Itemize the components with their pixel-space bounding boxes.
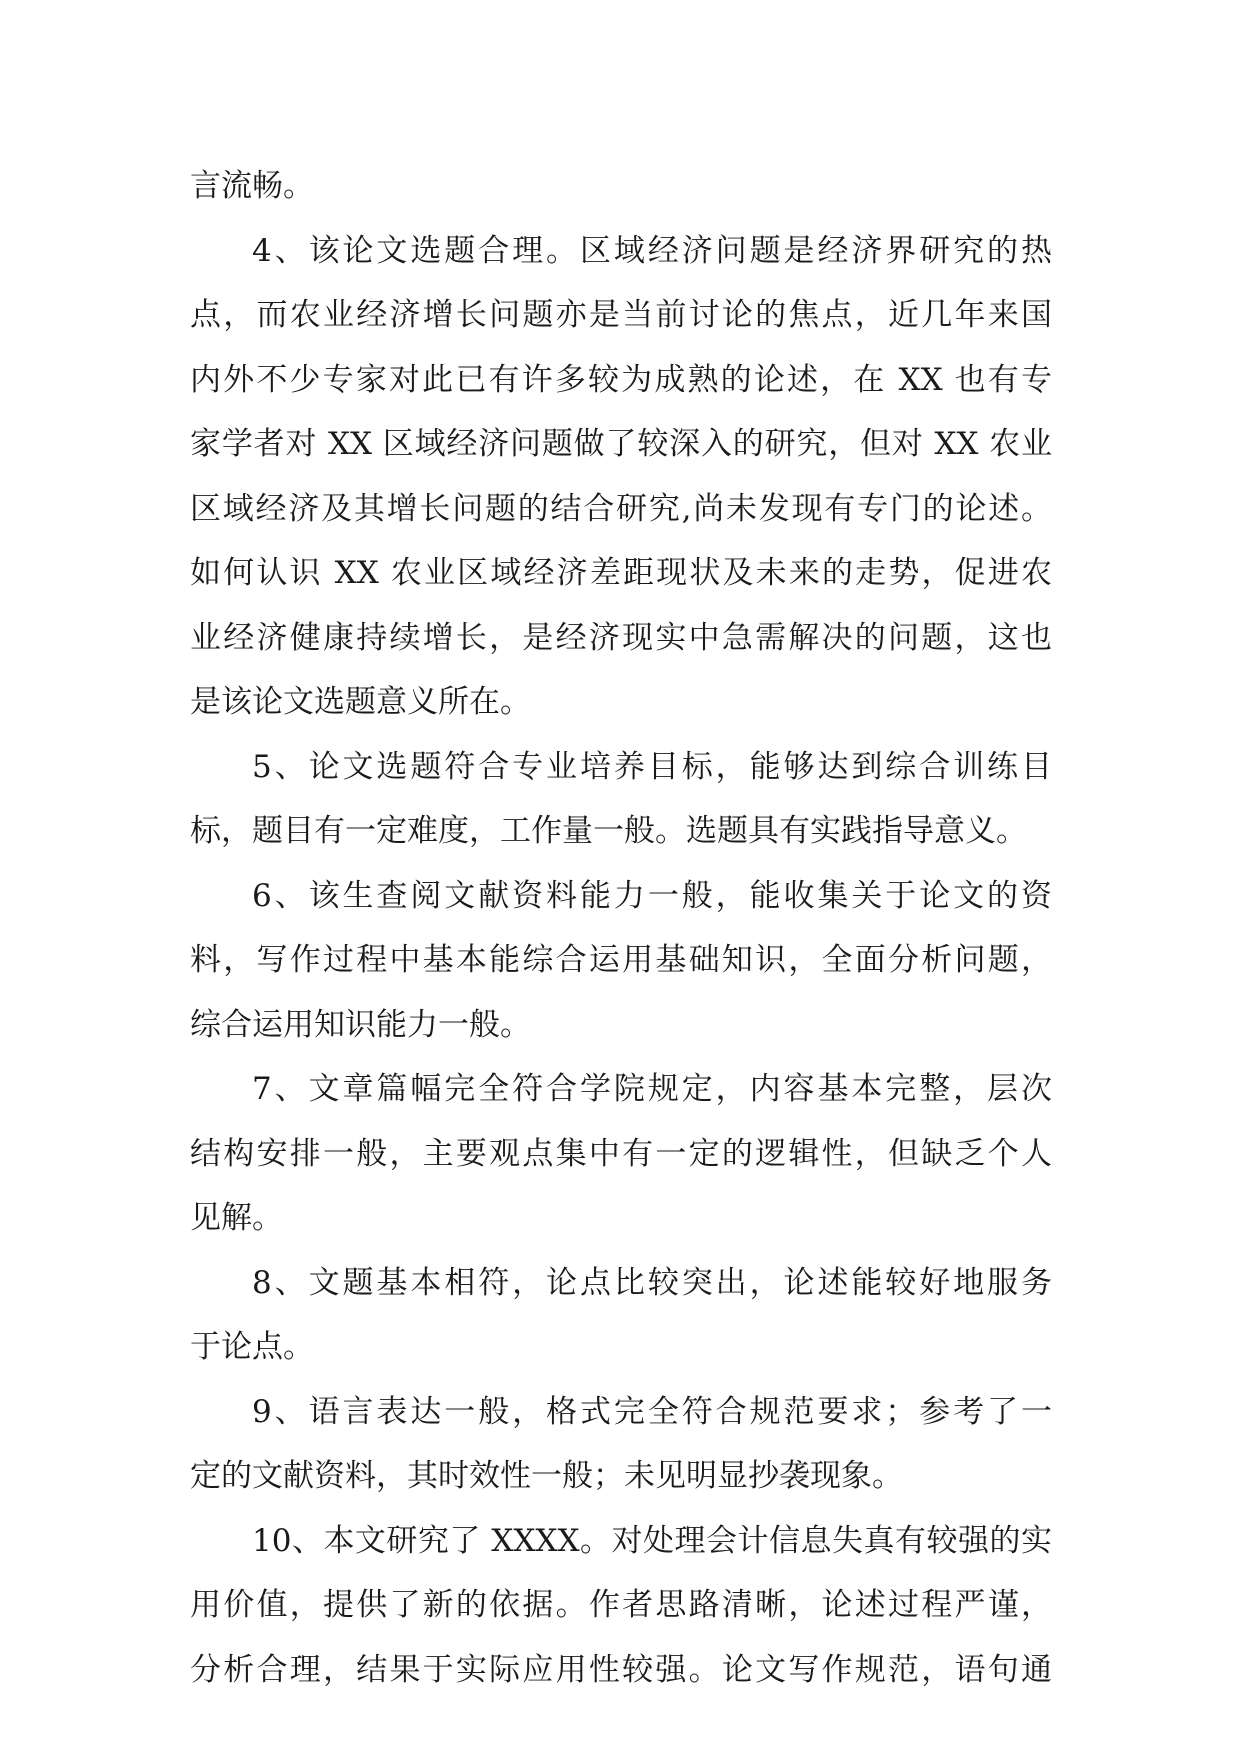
text-line: 6、该生查阅文献资料能力一般，能收集关于论文的资	[252, 877, 1052, 914]
text-line: 于论点。	[190, 1329, 314, 1365]
text-line: 5、论文选题符合专业培养目标，能够达到综合训练目	[252, 748, 1052, 785]
text-line: 是该论文选题意义所在。	[190, 684, 531, 720]
text-line: 区域经济及其增长问题的结合研究,尚未发现有专门的论述。	[190, 490, 1052, 527]
text-line: 如何认识 XX 农业区域经济差距现状及未来的走势，促进农	[190, 555, 1052, 591]
text-line: 7、文章篇幅完全符合学院规定，内容基本完整，层次	[252, 1071, 1052, 1107]
text-line: 家学者对 XX 区域经济问题做了较深入的研究，但对 XX 农业	[190, 426, 1052, 462]
text-line: 8、文题基本相符，论点比较突出，论述能较好地服务	[252, 1264, 1052, 1301]
text-line: 10、本文研究了 XXXX。对处理会计信息失真有较强的实	[252, 1522, 1052, 1559]
text-line: 业经济健康持续增长，是经济现实中急需解决的问题，这也	[190, 619, 1052, 656]
text-line: 结构安排一般，主要观点集中有一定的逻辑性，但缺乏个人	[190, 1135, 1052, 1172]
text-line: 内外不少专家对此已有许多较为成熟的论述，在 XX 也有专	[190, 361, 1052, 398]
text-line: 定的文献资料，其时效性一般；未见明显抄袭现象。	[190, 1458, 903, 1494]
text-line: 标，题目有一定难度，工作量一般。选题具有实践指导意义。	[190, 813, 1027, 849]
text-line: 见解。	[190, 1200, 283, 1236]
text-line: 用价值，提供了新的依据。作者思路清晰，论述过程严谨，	[190, 1587, 1052, 1623]
text-line: 4、该论文选题合理。区域经济问题是经济界研究的热	[252, 232, 1052, 269]
text-line: 9、语言表达一般，格式完全符合规范要求；参考了一	[252, 1393, 1052, 1430]
body-text	[190, 154, 1052, 1702]
text-line: 料，写作过程中基本能综合运用基础知识，全面分析问题，	[190, 942, 1052, 978]
text-line: 点，而农业经济增长问题亦是当前讨论的焦点，近几年来国	[190, 297, 1052, 333]
text-line: 综合运用知识能力一般。	[190, 1006, 531, 1043]
text-line: 分析合理，结果于实际应用性较强。论文写作规范，语句通	[190, 1651, 1052, 1688]
text-line: 言流畅。	[190, 168, 314, 204]
